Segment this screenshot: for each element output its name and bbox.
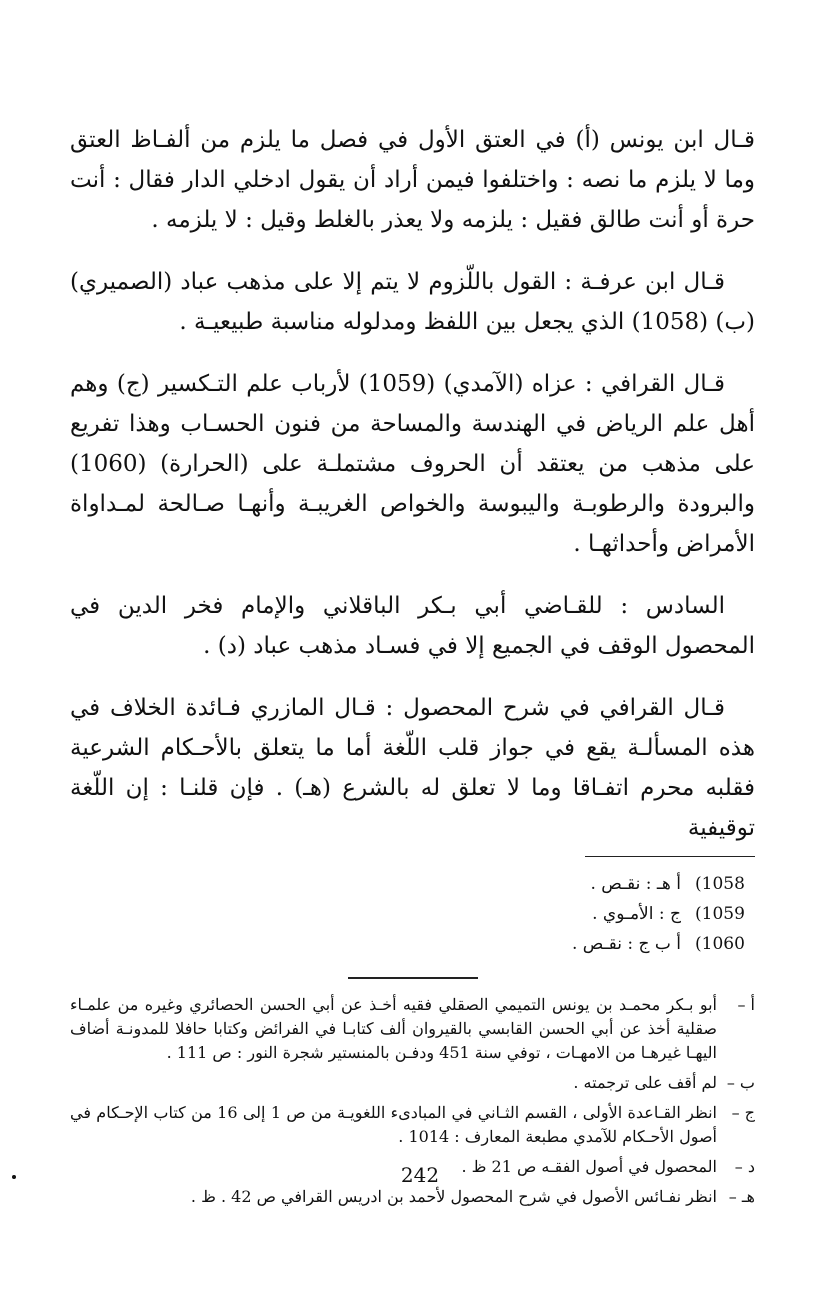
variant-note-text: أ ب ج : نقـص .: [572, 934, 681, 954]
paragraph-ibn-yunus: قـال ابن يونس (أ) في العتق الأول في فصل ما يلزم من ألفـاظ العتق وما لا يلزم ما نصه : واختلفوا فيمن أراد أن يقول ادخلي الدار فقال : أنت حرة أو أنت طالق فقيل : يلزمه ولا يعذر بالغلط وقيل : لا يلزمه .: [70, 127, 755, 233]
scan-dot: [12, 1175, 16, 1179]
footnote-text: أبو بـكر محمـد بن يونس التميمي الصقلي فقيه أخـذ عن أبي الحسن الحصائري وغيره من علمـاء صقلية أخذ عن أبي الحسن القابسي بالقيروان ألف كتابـا في الفرائض وكتابا حافلا للمدونـة أضاف اليهـا غيرهـا من الامهـات ، توفي سنة 451 ودفـن بالمنستير شجرة النور : ص 111 .: [70, 995, 718, 1062]
paragraph-ibn-arafa: قـال ابن عرفـة : القول باللّزوم لا يتم إلا على مذهب عباد (الصميري) (ب) (1058) الذي يجعل بين اللفظ ومدلوله مناسبة طبيعيـة .: [70, 269, 755, 335]
footnote-text: انظر القـاعدة الأولى ، القسم الثـاني في المبادىء اللغويـة من ص 1 إلى 16 من كتاب الإحـكام في أصول الأحـكام للآمدي مطبعة المعارف : 1014 .: [70, 1103, 718, 1146]
variant-note-number: (1060: [695, 934, 745, 954]
footnote: [70, 1185, 755, 1209]
footnote-text: لم أقف على ترجمته .: [573, 1073, 717, 1092]
page-body: [70, 120, 755, 1215]
variant-note: [70, 869, 755, 899]
footnote-label: أ –: [737, 995, 755, 1014]
footnote-label: ج –: [731, 1103, 755, 1122]
footnote: [70, 1101, 755, 1149]
footnote: [70, 993, 755, 1065]
footnote-text: انظر نفـائس الأصول في شرح المحصول لأحمد بن ادريس القرافي ص 42 . ظ .: [190, 1187, 717, 1206]
footnote-label: د –: [734, 1157, 755, 1176]
footnote-text: المحصول في أصول الفقـه ص 21 ظ .: [461, 1157, 717, 1176]
variant-note-number: (1059: [695, 904, 745, 924]
variant-note-text: ج : الأمـوي .: [592, 904, 681, 924]
paragraph-sixth-opinion: السادس : للقـاضي أبي بـكر الباقلاني والإمام فخر الدين في المحصول الوقف في الجميع إلا في فسـاد مذهب عباد (د) .: [70, 593, 755, 659]
paragraph-qarafi-amidi: قـال القرافي : عزاه (الآمدي) (1059) لأرباب علم التـكسير (ج) وهم أهل علم الرياض في الهندسة والمساحة من فنون الحسـاب وهذا تفريع على مذهب من يعتقد أن الحروف مشتملـة على (الحرارة) (1060) والبرودة والرطوبـة واليبوسة والخواص الغريبـة وأنهـا صـالحة لمـداواة الأمراض وأحداثهـا .: [70, 371, 755, 557]
page-number: 242: [400, 1163, 440, 1187]
paragraph-qarafi-mahsul: قـال القرافي في شرح المحصول : قـال المازري فـائدة الخلاف في هذه المسألـة يقع في جواز قلب اللّغة أما ما يتعلق بالأحـكام الشرعية فقلبه محرم اتفـاقا وما لا تعلق له بالشرع (هـ) . فإن قلنـا : إن اللّغة توقيفية: [70, 695, 755, 841]
variant-note: [70, 929, 755, 959]
footnote-label: هـ –: [728, 1187, 755, 1206]
footnotes-separator: [348, 977, 478, 979]
variant-note: [70, 899, 755, 929]
variant-note-text: أ هـ : نقـص .: [590, 874, 681, 894]
variant-notes: [70, 869, 755, 959]
variant-note-number: (1058: [695, 874, 745, 894]
footnote: [70, 1071, 755, 1095]
variant-notes-separator: [585, 856, 755, 857]
footnote-label: ب –: [726, 1073, 755, 1092]
